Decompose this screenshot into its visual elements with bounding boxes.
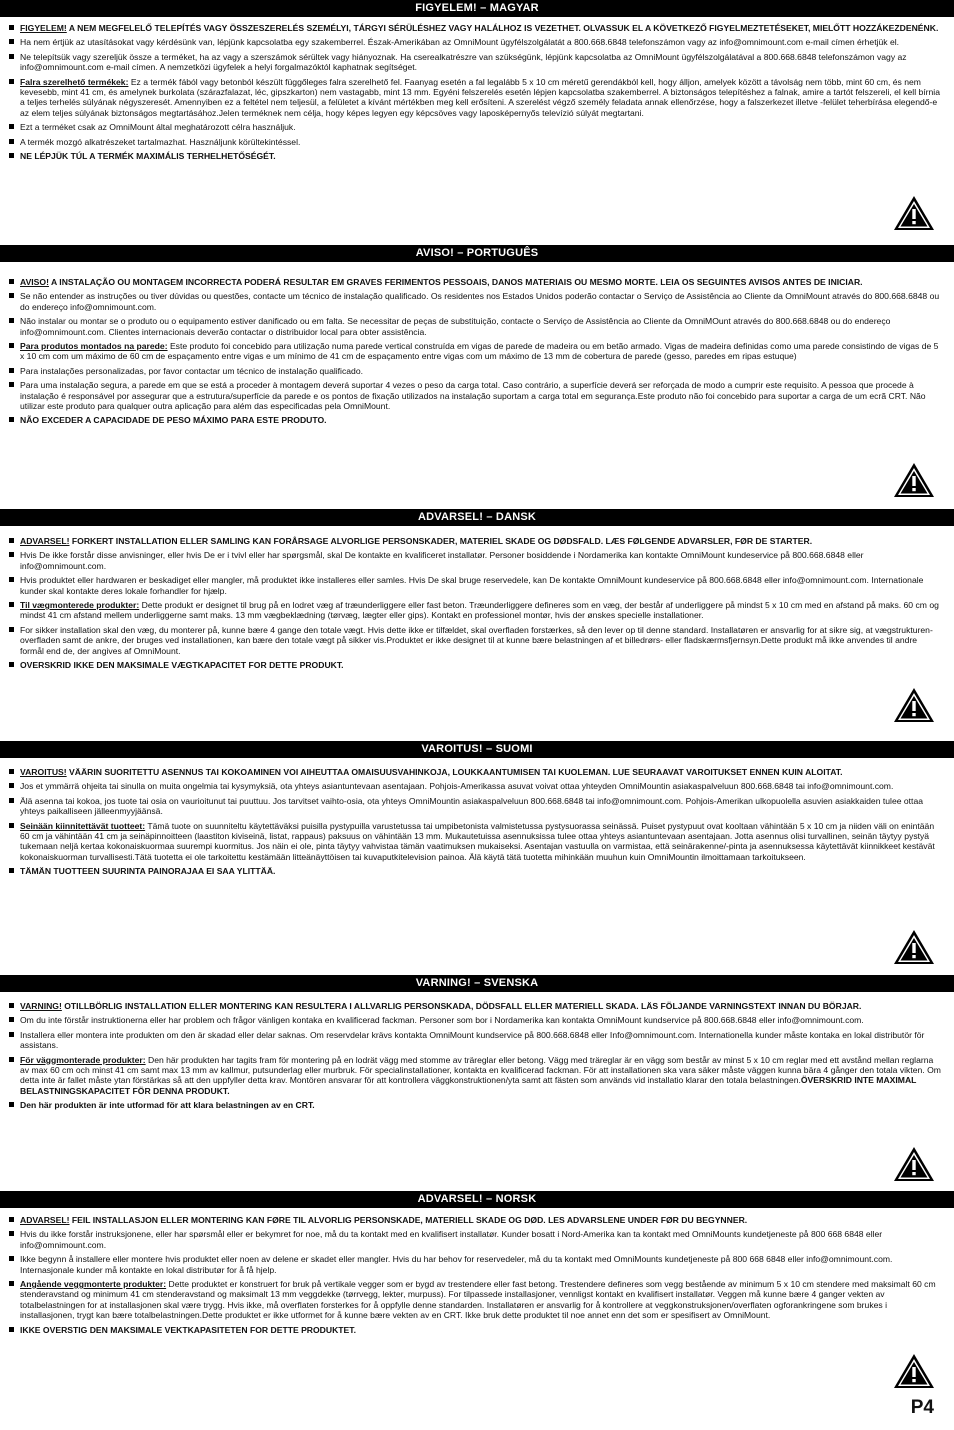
- warning-item: [20, 1055, 954, 1097]
- section-title-bar: ADVARSEL! – NORSK: [0, 1191, 954, 1208]
- warning-item: [20, 536, 954, 546]
- warning-item-text: A INSTALAÇÃO OU MONTAGEM INCORRECTA PODERÁ RESULTAR EM GRAVES FERIMENTOS PESSOAIS, DANOS MATERIAIS OU MESMO MORTE. LEIA OS SEGUINTES AVISOS ANTES DE INICIAR.: [48, 277, 863, 287]
- section-magyar: [0, 0, 954, 165]
- warning-item: [20, 550, 954, 571]
- section-title-bar: VARNING! – SVENSKA: [0, 975, 954, 992]
- warning-item-text: Ezt a terméket csak az OmniMount által meghatározott célra használjuk.: [20, 122, 296, 133]
- warning-triangle-icon: [892, 1352, 936, 1390]
- warning-item: [20, 380, 954, 411]
- warning-list: [0, 536, 954, 670]
- section-suomi: [0, 741, 954, 881]
- warning-item: [20, 625, 954, 656]
- warning-item: [20, 415, 954, 425]
- warning-item-text: Den här produkten har tagits fram för montering på en lodrät vägg med stomme av träreglar eller betong. Vägg med träreglar är en vägg som består av minst 5 x 10 cm reglar med ett avstånd mellan reglarna av max 60 cm och minst 41 cm samt max 13 mm av kallmur, putsunderlag eller murbruk. För specialinstallationer, kontakta en kvalificerad fackman. För att installationen ska vara säker måste väggen kunna bära 4 gånger den totala vikten. Om detta inte är fallet måste ytan förstärkas så att den uppfyller detta krav. Montören ansvarar för att kontrollera väggkonstruktionen/yta samt att fästen som används vid installatio klarar den totala belastningen.: [20, 1054, 941, 1086]
- warning-item: [20, 600, 954, 621]
- warning-item-text: FORKERT INSTALLATION ELLER SAMLING KAN FORÅRSAGE ALVORLIGE PERSONSKADER, MATERIEL SKADE OG DØDSFALD. LÆS FØLGENDE ADVARSLER, FØR DE STARTER.: [69, 536, 813, 546]
- warning-item-text: A termék mozgó alkatrészeket tartalmazhat. Használjunk körültekintéssel.: [20, 136, 301, 147]
- section-portugues: [0, 245, 954, 430]
- warning-item: [20, 660, 954, 670]
- warning-item-text: Não instalar ou montar se o produto ou o equipamento estiver danificado ou em falta. Se necessitar de peças de substituição, contacte o Serviço de Assistência ao Cliente da OmniMOunt através do 800.668.6848 ou do endereço info@omnimount.com. Clientes internacionais deverão contactar o distribuidor local para obter assistência.: [20, 316, 891, 337]
- warning-item-lead: För väggmonterade produkter:: [20, 1054, 146, 1065]
- warning-item: [20, 77, 954, 119]
- warning-item: [20, 781, 954, 791]
- warning-item-lead: Para produtos montados na parede:: [20, 341, 168, 352]
- warning-item: [20, 37, 954, 47]
- section-norsk: [0, 1191, 954, 1339]
- warning-item-text: Tämä tuote on suunniteltu käytettäväksi puisilla pystypuilla varustetussa tai umpibetonista valmistetussa pystysuorassa seinässä. Puiset pystypuut ovat kooltaan vähintään 5 x 10 cm ja niiden väli on enintään 60 cm ja vähintään 41 cm ja seinäpinnoitteen (laastiton kiviseinä, listat, rappaus) paksuus on vähintään 13 mm. Mukautetuissa asennuksissa tulee ottaa yhteys asiantuntevaan asentajaan. Jotta asennus olisi turvallinen, seinän täytyy pystyä tukemaan neljä kertaa kokonaiskuormaa suurempi kuormitus. Jos näin ei ole, pinta täytyy vahvistaa tämän vaatimuksen mukaiseksi. Asentajan vastuulla on varmistaa, että seinärakenne/-pinta ja asennuksessa käytettävät kiinnikkeet kestävät kokonaiskuorman turvallisesti.Tätä tuotetta ei ole tarkoitettu kestämään litteänäyttöisen tai kuvaputkitelevision painoa. Älä käytä tätä tuotetta mihinkään muuhun kuin OmniMountin ilmoittamaan tarkoitukseen.: [20, 820, 935, 862]
- warning-triangle-icon: [892, 461, 936, 499]
- warning-item: [20, 137, 954, 147]
- warning-item-lead: Seinään kiinnitettävät tuotteet:: [20, 820, 146, 831]
- section-svenska: [0, 975, 954, 1115]
- warning-list: [0, 767, 954, 877]
- warning-item-text: Dette produkt er designet til brug på en lodret væg af træunderliggere eller fast beton. Træunderliggere defineres som en væg, der består af underliggere på mindst 5 x 10 cm med en afstand på maks. 60 cm og mindst 41 cm afstand mellem underliggerne samt maks. 13 mm vægbeklædning (tørvæg, lægter eller gips). Kontakt en professionel montør, hvis der ønskes specielle installationer.: [20, 600, 939, 621]
- warning-item-lead: AVISO!: [20, 277, 49, 287]
- page-number: P4: [910, 1397, 934, 1418]
- warning-item-tail: ÖVERSKRID INTE MAXIMAL BELASTNINGSKAPACITET FÖR DENNA PRODUKT.: [20, 1075, 917, 1096]
- warning-item-text: Jos et ymmärrä ohjeita tai sinulla on muita ongelmia tai kysymyksiä, ota yhteys asiantuntevaan asentajaan. Pohjois-Amerikassa asuvat voivat ottaa yhteyden OmniMountin asiakaspalveluun 800.668.6848 tai info@omnimount.com.: [20, 781, 894, 792]
- warning-item-text: Ez a termék fából vagy betonból készült függőleges falra szerelhető fel. Faanyag esetén a fal legalább 5 x 10 cm méretű gerendákból kell, hogy álljon, amelyek között a távolság nem több, mint 60 cm, és nem kevesebb, mint 41 cm, és amelynek burkolata (szárazfalazat, léc, gipszkarton) nem vastagabb, mint 13 mm. Egyéni felszerelés esetén lépjen kapcsolatba szakemberrel. A biztonságos telepítéshez a falnak, amire a tartót felszereli, el kell bírnia a teljes terhelés súlyának négyszeresét. Amennyiben ez a feltétel nem teljesül, a felületet a kívánt mértékben meg kell erősíteni. A szerelést végző személy feladata annak ellenőrzése, hogy a falszerkezet illetve -felület teherbírása elegendő-e az elem teljes súlyának biztonságos megtartásához.Jelen terméknek nem célja, hogy képes legyen egy képcsöves vagy laposképernyős televízió súlyát megtartani.: [20, 76, 940, 118]
- warning-item-lead: VARNING!: [20, 1001, 62, 1011]
- warning-item-text: Ne telepítsük vagy szereljük össze a terméket, ha az vagy a szerszámok sérültek vagy hiányoznak. Ha cserealkatrészre van szükségünk, lépjünk kapcsolatba az OmniMount ügyfélszolgálatával a 800.668.6848 telefonszámon vagy az info@omnimount.com e-mail címen. A nemzetközi ügyfelek a helyi forgalmazóktól kaphatnak segítséget.: [20, 51, 907, 73]
- warning-item-lead: Angående veggmonterte produkter:: [20, 1279, 167, 1290]
- warning-triangle-icon: [892, 194, 936, 232]
- warning-item: [20, 1215, 954, 1225]
- warning-item: [20, 575, 954, 596]
- warning-list: [0, 23, 954, 161]
- warning-item-text: VÄÄRIN SUORITETTU ASENNUS TAI KOKOAMINEN VOI AIHEUTTAA OMAISUUSVAHINKOJA, LOUKKAANTUMISEN TAI KUOLEMAN. LUE SEURAAVAT VAROITUKSET ENNEN KUIN ALOITAT.: [66, 767, 843, 777]
- section-title-bar: VAROITUS! – SUOMI: [0, 741, 954, 758]
- warning-triangle-icon: [892, 928, 936, 966]
- warning-item-text: Dette produktet er konstruert for bruk på vertikale vegger som er bygd av trestendere eller fast betong. Trestendere defineres som vegg bestående av minimum 5 x 10 cm stendere med maksimalt 60 cm stenderavstand og minimum 41 cm stenderavstand og maksimalt 13 mm veggdekke (tørrvegg, lekter, murpuss). For tilpassede installasjoner, vennligst kontakt en kvalifisert installatør. Veggen må kunne bære 4 ganger vekten av totalbelastningen for at installasjonen skal være trygg. Hvis ikke, må overflaten forsterkes for å oppfylle denne standarden. Installatøren er ansvarlig for å kontrollere at veggkonstruksjonen/overflaten ogforankringene som brukes i installasjonen, trygt kan bære totalbelastningen.Dette produktet er ikke utformet for å kunne bære vekten av en CRT. Ikke bruk dette produktet til noe annet enn det som er spesifisert av OmniMount.: [20, 1279, 936, 1321]
- warning-list: [0, 1215, 954, 1335]
- warning-item-lead: FIGYELEM!: [20, 23, 67, 33]
- warning-item: [20, 291, 954, 312]
- warning-item-text: Ikke begynn å installere eller montere hvis produktet eller noen av delene er skadet eller mangler. Hvis du har behov for reservedeler, må du ta kontakt med OmniMounts kundetjeneste på 800 668 6848 eller info@omnimount.com. Internasjonale kunder må kontakte en lokal distributør for å få hjelp.: [20, 1254, 893, 1275]
- warning-item: [20, 1100, 954, 1110]
- warning-item: [20, 1229, 954, 1250]
- warning-list: [0, 1001, 954, 1111]
- warning-item-text: OVERSKRID IKKE DEN MAKSIMALE VÆGTKAPACITET FOR DETTE PRODUKT.: [20, 660, 344, 671]
- warning-item: [20, 366, 954, 376]
- section-dansk: [0, 509, 954, 674]
- warning-item: [20, 23, 954, 33]
- warning-item: [20, 1015, 954, 1025]
- warning-item-text: FEIL INSTALLASJON ELLER MONTERING KAN FØRE TIL ALVORLIG PERSONSKADE, MATERIELL SKADE OG DØD. LES ADVARSLENE UNDER FØR DU BEGYNNER.: [69, 1215, 748, 1225]
- warning-item-lead: Falra szerelhető termékek:: [20, 76, 129, 87]
- warning-item: [20, 821, 954, 863]
- warning-item-text: Den här produkten är inte utformad för att klara belastningen av en CRT.: [20, 1100, 315, 1111]
- section-title-bar: FIGYELEM! – MAGYAR: [0, 0, 954, 17]
- warning-item-text: Älä asenna tai kokoa, jos tuote tai osia on vaurioitunut tai puuttuu. Jos tarvitset vaihto-osia, ota yhteys OmniMountin asiakaspalveluun 800.668.6848 tai info@omnimount.com. Pohjois-Amerikan ulkopuolella asuvien asiakkaiden tulee ottaa yhteys paikalliseen jälleenmyyjäänsä.: [20, 795, 924, 817]
- warning-item: [20, 277, 954, 287]
- warning-item: [20, 1254, 954, 1275]
- section-title-bar: AVISO! – PORTUGUÊS: [0, 245, 954, 262]
- warning-item-text: Om du inte förstår instruktionerna eller har problem och frågor vänligen kontaka en kvalificerad fackman. Personer som bor i Nordamerika kan kontakta OmniMount kundservice på 800.668.6848 eller info@omnimount.com.: [20, 1015, 864, 1026]
- warning-item-text: Se não entender as instruções ou tiver dúvidas ou questões, contacte um técnico de instalação qualificado. Os residentes nos Estados Unidos poderão contactar o Serviço de Assistência ao Cliente da OmniMount através do 800.668.6848 ou do endereço info@omnimount.com.: [20, 291, 940, 312]
- warning-item: [20, 796, 954, 817]
- warning-item: [20, 1325, 954, 1335]
- warning-item-lead: ADVARSEL!: [20, 536, 70, 546]
- warning-item-text: Hvis produktet eller hardwaren er beskadiget eller mangler, må produktet ikke installeres eller samles. Hvis De skal bruge reservedele, kan De kontakte OmniMount kundeservice på 800.668.6848 eller info@omnimount.com. Internationale kunder skal kontakte deres lokale forhandler for hjælp.: [20, 575, 924, 596]
- warning-item-lead: ADVARSEL!: [20, 1215, 70, 1225]
- warning-item-text: IKKE OVERSTIG DEN MAKSIMALE VEKTKAPASITETEN FOR DETTE PRODUKTET.: [20, 1324, 356, 1335]
- warning-item-text: Installera eller montera inte produkten om den är skadad eller delar saknas. Om reservdelar krävs kontakta OmniMount kundservice på 800.668.6848 eller Info@omnimount.com. Internationella kunder måste kontaka en lokal distributör för assistans.: [20, 1029, 925, 1051]
- warning-triangle-icon: [892, 686, 936, 724]
- warning-item: [20, 151, 954, 161]
- warning-item-text: Hvis du ikke forstår instruksjonene, eller har spørsmål eller er bekymret for noe, må du ta kontakt med en kvalifisert installatør. Kunder bosatt i Nord-Amerika kan ta kontakt med OmniMounts kundetjeneste på 800 668 6848 eller info@omnimount.com.: [20, 1229, 883, 1250]
- warning-item: [20, 122, 954, 132]
- warning-item-text: A NEM MEGFELELŐ TELEPÍTÉS VAGY ÖSSZESZERELÉS SZEMÉLYI, TÁRGYI SÉRÜLÉSHEZ VAGY HALÁLHOZ IS VEZETHET. OLVASSUK EL A KÖVETKEZŐ FIGYELMEZTETÉSEKET, MIELŐTT HOZZÁKEZDENÉNK.: [66, 23, 939, 33]
- warning-item: [20, 316, 954, 337]
- warning-item-lead: VAROITUS!: [20, 767, 67, 777]
- warning-item-text: OTILLBÖRLIG INSTALLATION ELLER MONTERING KAN RESULTERA I ALLVARLIG PERSONSKADA, DÖDSFALL ELLER MATERIELL SKADA. LÄS FÖLJANDE VARNINGSTEXT INNAN DU BÖRJAR.: [61, 1001, 862, 1011]
- warning-item-text: Para uma instalação segura, a parede em que se está a proceder à montagem deverá suportar 4 vezes o peso da carga total. Caso contrário, a superfície deverá ser reforçada de modo a cumprir este requisito. A pessoa que procede à instalação é responsável por assegurar que a estrutura/superfície da parede e os pontos de fixação utilizados na instalação suportam a carga total em segurança.Este produto não foi concebido para suportar a carga de um ecrã CRT. Não utilizar este produto para qualquer outra aplicação para além das especificadas pela OmniMount.: [20, 380, 926, 412]
- warning-item: [20, 1001, 954, 1011]
- warning-list: [0, 277, 954, 426]
- warning-item-text: NÃO EXCEDER A CAPACIDADE DE PESO MÁXIMO PARA ESTE PRODUTO.: [20, 415, 327, 426]
- warning-item: [20, 1030, 954, 1051]
- warning-item: [20, 52, 954, 73]
- warning-item-text: Hvis De ikke forstår disse anvisninger, eller hvis De er i tvivl eller har spørgsmål, skal De kontakte en kvalificeret installatør. Personer bosiddende i Nordamerika kan kontakte OmniMount kundeservice på 800.668.6848 eller info@omnimount.com.: [20, 550, 864, 571]
- warning-item-text: For sikker installation skal den væg, du monterer på, kunne bære 4 gange den totale vægt. Hvis dette ikke er tilfældet, skal overfladen forstærkes, så den lever op til denne standard. Installatøren er ansvarlig for at sikre sig, at vægstrukturen-overfladen samt de ankre, der bruges ved installationen, kan bære den totale vægt på sikker vis.Produktet er ikke designet til at kunne bære belastningen af et billedrørs- eller fladskærmsfjernsyn.Dette produkt må ikke anvendes til andre formål end de, der angives af OmniMount.: [20, 624, 933, 656]
- warning-item: [20, 341, 954, 362]
- warning-item-lead: Til vægmonterede produkter:: [20, 600, 140, 611]
- section-title-bar: ADVARSEL! – DANSK: [0, 509, 954, 526]
- warning-item-text: Para instalações personalizadas, por favor contactar um técnico de instalação qualificado.: [20, 365, 363, 376]
- warning-item-text: Ha nem értjük az utasításokat vagy kérdésünk van, lépjünk kapcsolatba egy szakemberrel. Észak-Amerikában az OmniMount ügyfélszolgálatát a 800.668.6848 telefonszámon vagy az info@omnimount.com e-mail címen érhetjük el.: [20, 37, 900, 48]
- warning-item: [20, 866, 954, 876]
- warning-item: [20, 1279, 954, 1321]
- warning-triangle-icon: [892, 1145, 936, 1183]
- warning-item-text: Este produto foi concebido para utilização numa parede vertical construída em vigas de parede de madeira ou em betão armado. Vigas de madeira definidas como uma parede consistindo de vigas de 5 x 10 cm com um máximo de 60 cm de espaçamento entre vigas e um mínimo de 41 cm de espaçamento entre vigas com um máximo de 13 mm de cobertura de parede (gesso, paredes em ripas estuque): [20, 341, 939, 362]
- warning-item: [20, 767, 954, 777]
- warning-item-text: TÄMÄN TUOTTEEN SUURINTA PAINORAJAA EI SAA YLITTÄÄ.: [20, 866, 276, 877]
- warning-item-text: NE LÉPJÜK TÚL A TERMÉK MAXIMÁLIS TERHELHETŐSÉGÉT.: [20, 151, 276, 162]
